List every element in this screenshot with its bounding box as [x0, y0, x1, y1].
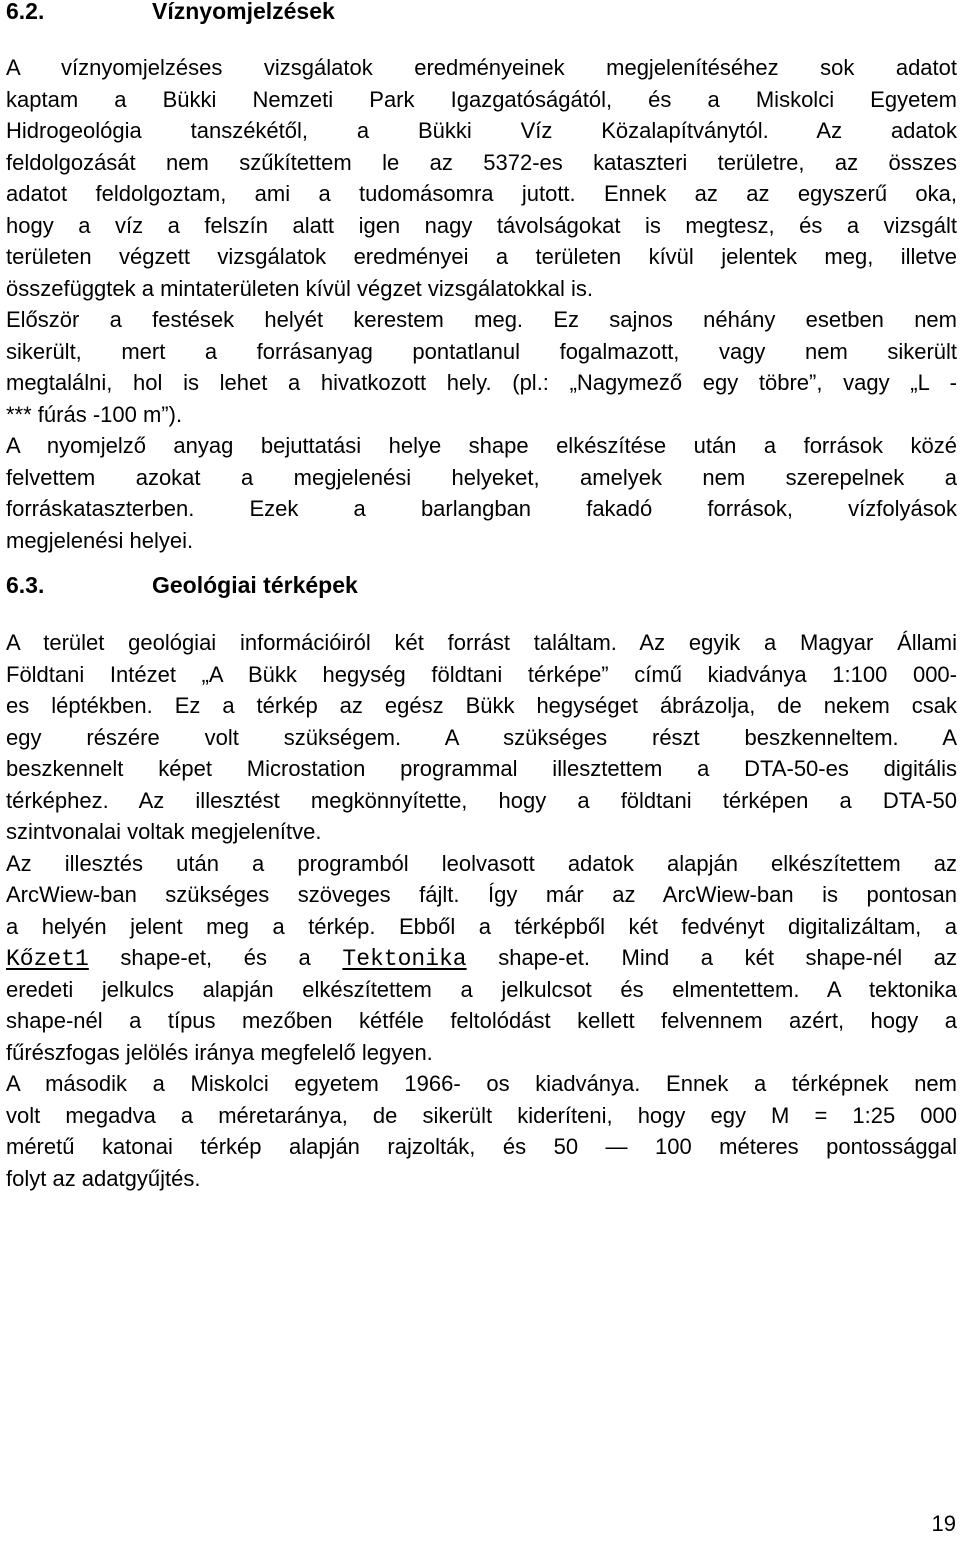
- text-line: térképhez. Az illesztést megkönnyítette, hogy a földtani térképen a DTA-50: [6, 787, 957, 813]
- text-line: szintvonalai voltak megjelenítve.: [6, 819, 322, 844]
- text-line: megtalálni, hol is lehet a hivatkozott hely. (pl.: „Nagymező egy töbre”, vagy „L -: [6, 370, 957, 395]
- text-line: ArcWiew-ban szükséges szöveges fájlt. Így már az ArcWiew-ban is pontosan: [6, 882, 957, 907]
- shape-reference-line: [6, 942, 957, 974]
- text-line: összefüggtek a mintaterületen kívül végzet vizsgálatokkal is.: [6, 275, 593, 301]
- paragraph-block-2: [6, 627, 957, 1194]
- text-line: es léptékben. Ez a térkép az egész Bükk hegységet ábrázolja, de nekem csak: [6, 693, 957, 718]
- text-line: méretű katonai térkép alapján rajzolták, és 50 — 100 méteres pontossággal: [6, 1134, 957, 1159]
- text-line: Földtani Intézet „A Bükk hegység földtani térképe” című kiadványa 1:100 000-: [6, 661, 957, 687]
- text-line: Hidrogeológia tanszékétől, a Bükki Víz Közalapítványtól. Az adatok: [6, 118, 957, 143]
- section-heading-6-2: [6, 0, 335, 25]
- text-line: sikerült, mert a forrásanyag pontatlanul fogalmazott, vagy nem sikerült: [6, 338, 957, 364]
- text-line: adatot feldolgoztam, ami a tudomásomra jutott. Ennek az az egyszerű oka,: [6, 181, 957, 206]
- text-line: A nyomjelző anyag bejuttatási helye shape elkészítése után a források közé: [6, 433, 957, 458]
- page-number: 19: [931, 1511, 956, 1536]
- text-line: felvettem azokat a megjelenési helyeket, amelyek nem szerepelnek a: [6, 464, 957, 490]
- section-title: Geológiai térképek: [152, 572, 358, 598]
- text-line: feldolgozását nem szűkítettem le az 5372-es kataszteri területre, az összes: [6, 149, 957, 175]
- section-title: Víznyomjelzések: [152, 0, 335, 24]
- text-line: kaptam a Bükki Nemzeti Park Igazgatóságától, és a Miskolci Egyetem: [6, 86, 957, 112]
- text-line: volt megadva a méretaránya, de sikerült kideríteni, hogy egy M = 1:25 000: [6, 1102, 957, 1128]
- text-line: a helyén jelent meg a térkép. Ebből a térképből két fedvényt digitalizáltam, a: [6, 913, 957, 939]
- text-line: fűrészfogas jelölés iránya megfelelő legyen.: [6, 1039, 433, 1065]
- text-line: területen végzett vizsgálatok eredményei a területen kívül jelentek meg, illetve: [6, 244, 957, 269]
- text-line: A víznyomjelzéses vizsgálatok eredményeinek megjelenítéséhez sok adatot: [6, 55, 957, 80]
- text-line: megjelenési helyei.: [6, 527, 194, 553]
- text-line: egy részére volt szükségem. A szükséges részt beszkenneltem. A: [6, 724, 957, 750]
- text-line: beszkennelt képet Microstation programmal illesztettem a DTA-50-es digitális: [6, 756, 957, 781]
- shape-link-kozet1[interactable]: Kőzet1: [6, 946, 89, 972]
- text-line: A második a Miskolci egyetem 1966- os kiadványa. Ennek a térképnek nem: [6, 1071, 957, 1096]
- text-line: shape-nél a típus mezőben kétféle feltolódást kellett felvennem azért, hogy a: [6, 1008, 957, 1033]
- text-line: hogy a víz a felszín alatt igen nagy távolságokat is megtesz, és a vizsgált: [6, 212, 957, 238]
- text-line: folyt az adatgyűjtés.: [6, 1165, 201, 1191]
- text-line: forráskataszterben. Ezek a barlangban fakadó források, vízfolyások: [6, 496, 957, 521]
- text-line: *** fúrás -100 m”).: [6, 401, 183, 427]
- section-number: 6.3.: [6, 572, 45, 598]
- text-fragment: shape-et, és a: [88, 945, 343, 970]
- section-heading-6-3: [6, 571, 358, 599]
- shape-link-tektonika[interactable]: Tektonika: [342, 946, 467, 972]
- text-line: Először a festések helyét kerestem meg. Ez sajnos néhány esetben nem: [6, 307, 957, 332]
- text-line: Az illesztés után a programból leolvasott adatok alapján elkészítettem az: [6, 850, 957, 876]
- text-fragment: shape-et. Mind a két shape-nél az: [466, 945, 958, 970]
- text-line: eredeti jelkulcs alapján elkészítettem a jelkulcsot és elmentettem. A tektonika: [6, 976, 957, 1002]
- paragraph-block-1: [6, 52, 957, 556]
- section-number: 6.2.: [6, 0, 45, 24]
- text-line: A terület geológiai információiról két forrást találtam. Az egyik a Magyar Állami: [6, 630, 957, 655]
